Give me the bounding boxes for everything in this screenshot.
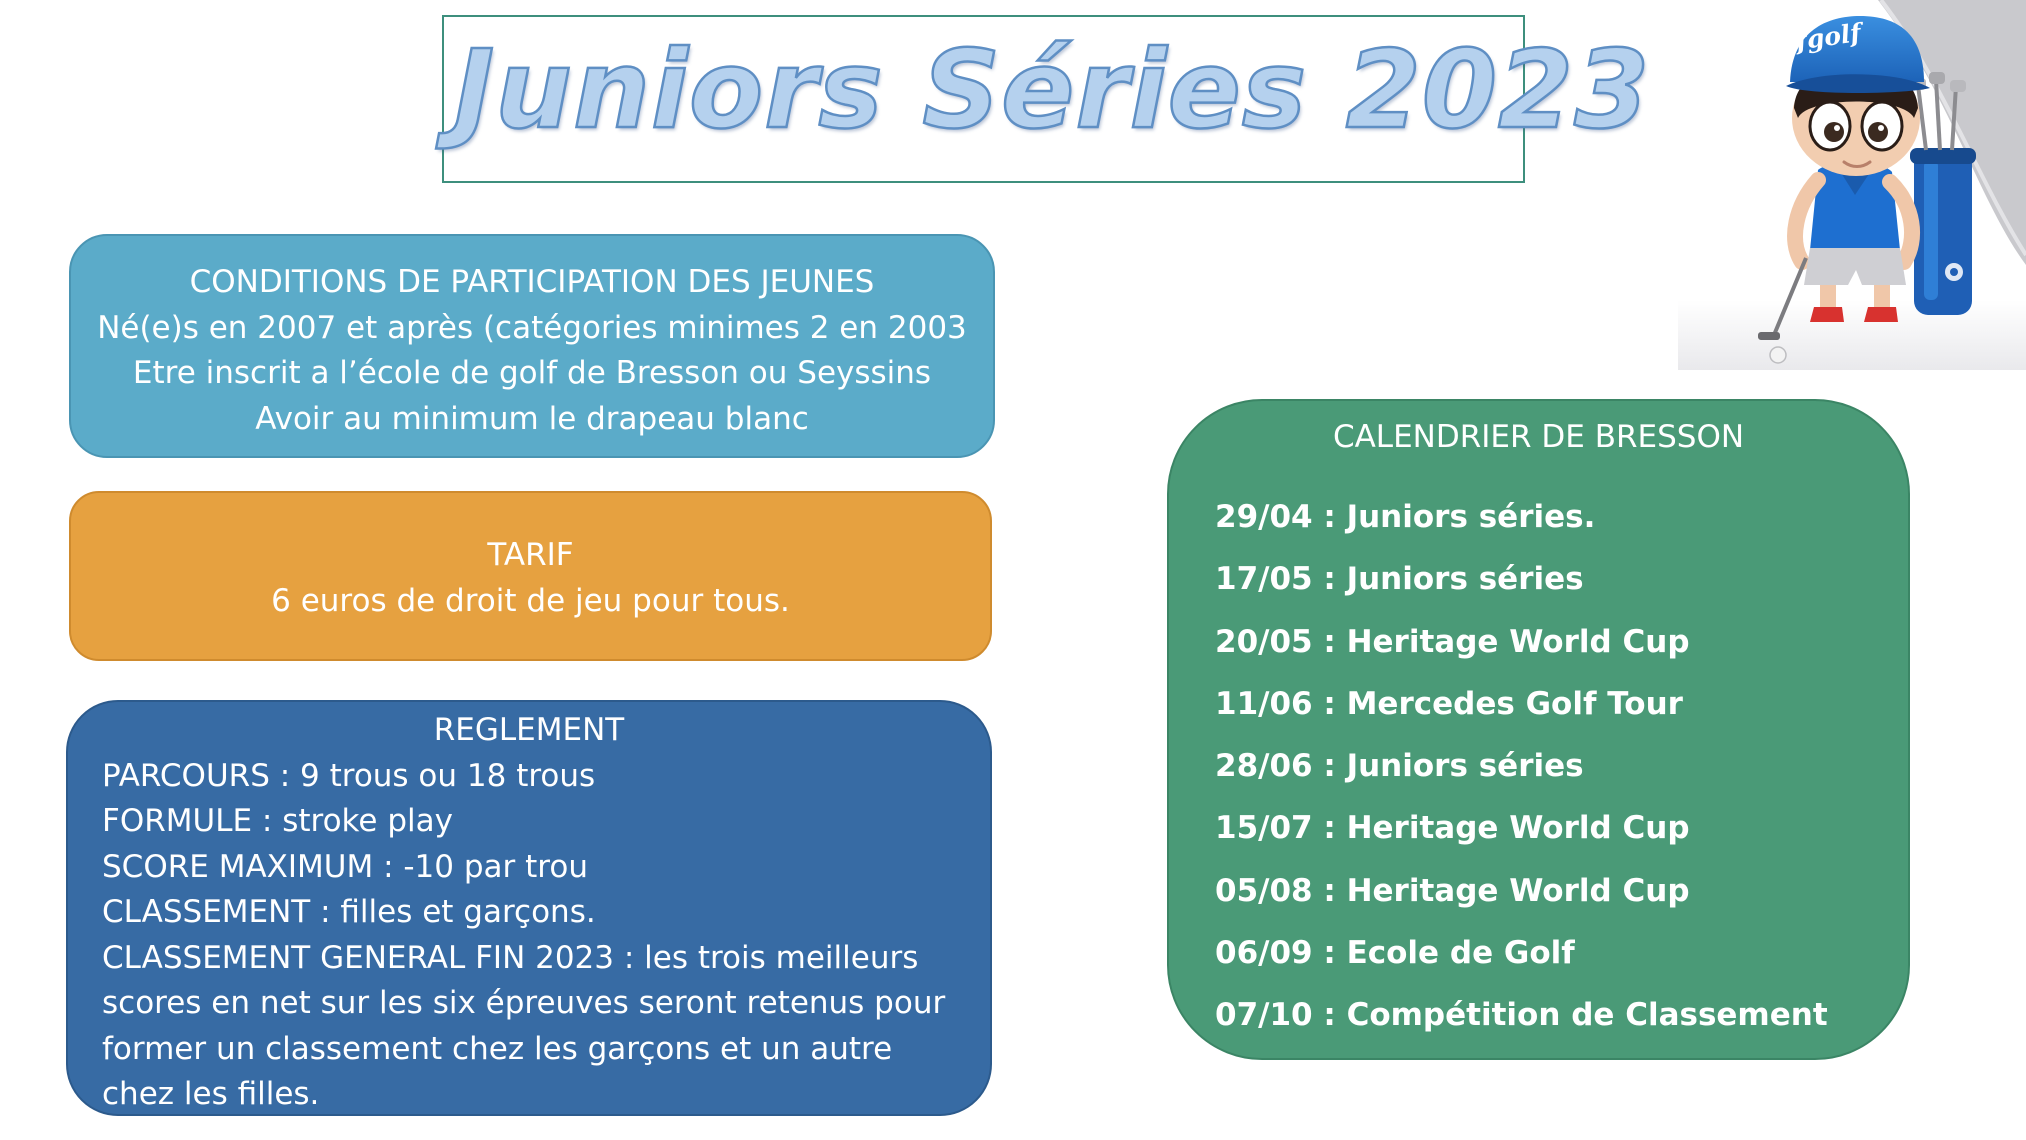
calendrier-heading: CALENDRIER DE BRESSON: [1332, 419, 1745, 455]
conditions-heading: CONDITIONS DE PARTICIPATION DES JEUNES: [189, 264, 875, 300]
tarif-panel: [69, 491, 992, 661]
tarif-line: 6 euros de droit de jeu pour tous.: [271, 583, 790, 619]
tarif-heading: TARIF: [487, 537, 574, 573]
reglement-row: FORMULE : stroke play: [102, 803, 453, 839]
golfer-mascot-illustration: [1678, 0, 2026, 370]
calendar-event: 29/04 : Juniors séries.: [1215, 499, 1596, 535]
calendar-event: 28/06 : Juniors séries: [1215, 748, 1584, 785]
calendrier-panel: [1167, 399, 1910, 1060]
calendar-event: 11/06 : Mercedes Golf Tour: [1215, 685, 1683, 722]
reglement-panel: [66, 700, 992, 1116]
conditions-line: Avoir au minimum le drapeau blanc: [255, 400, 809, 437]
conditions-panel: [69, 234, 995, 458]
reglement-row: SCORE MAXIMUM : -10 par trou: [102, 848, 588, 885]
calendar-event: 15/07 : Heritage World Cup: [1215, 810, 1690, 847]
calendar-event: 17/05 : Juniors séries: [1215, 561, 1584, 598]
reglement-classement-general: CLASSEMENT GENERAL FIN 2023 : les trois meilleurs scores en net sur les six épreuves seront retenus pour former un classement chez les garçons et un autre chez les filles.: [102, 939, 946, 1112]
reglement-heading: REGLEMENT: [433, 712, 625, 748]
title-frame: [442, 15, 1651, 183]
ffgolf-logo-text: ffgolf: [1784, 17, 1863, 58]
conditions-line: Etre inscrit a l’école de golf de Bresson ou Seyssins: [132, 355, 932, 391]
calendar-event: 20/05 : Heritage World Cup: [1215, 623, 1690, 660]
page-title: Juniors Séries 2023: [454, 28, 1651, 153]
calendar-event: 06/09 : Ecole de Golf: [1215, 935, 1575, 972]
conditions-line: Né(e)s en 2007 et après (catégories minimes 2 en 2003: [97, 309, 967, 346]
calendar-event: 07/10 : Compétition de Classement: [1215, 997, 1828, 1034]
calendar-event: 05/08 : Heritage World Cup: [1215, 872, 1690, 909]
reglement-row: CLASSEMENT : filles et garçons.: [102, 894, 596, 930]
reglement-row: PARCOURS : 9 trous ou 18 trous: [102, 757, 596, 794]
